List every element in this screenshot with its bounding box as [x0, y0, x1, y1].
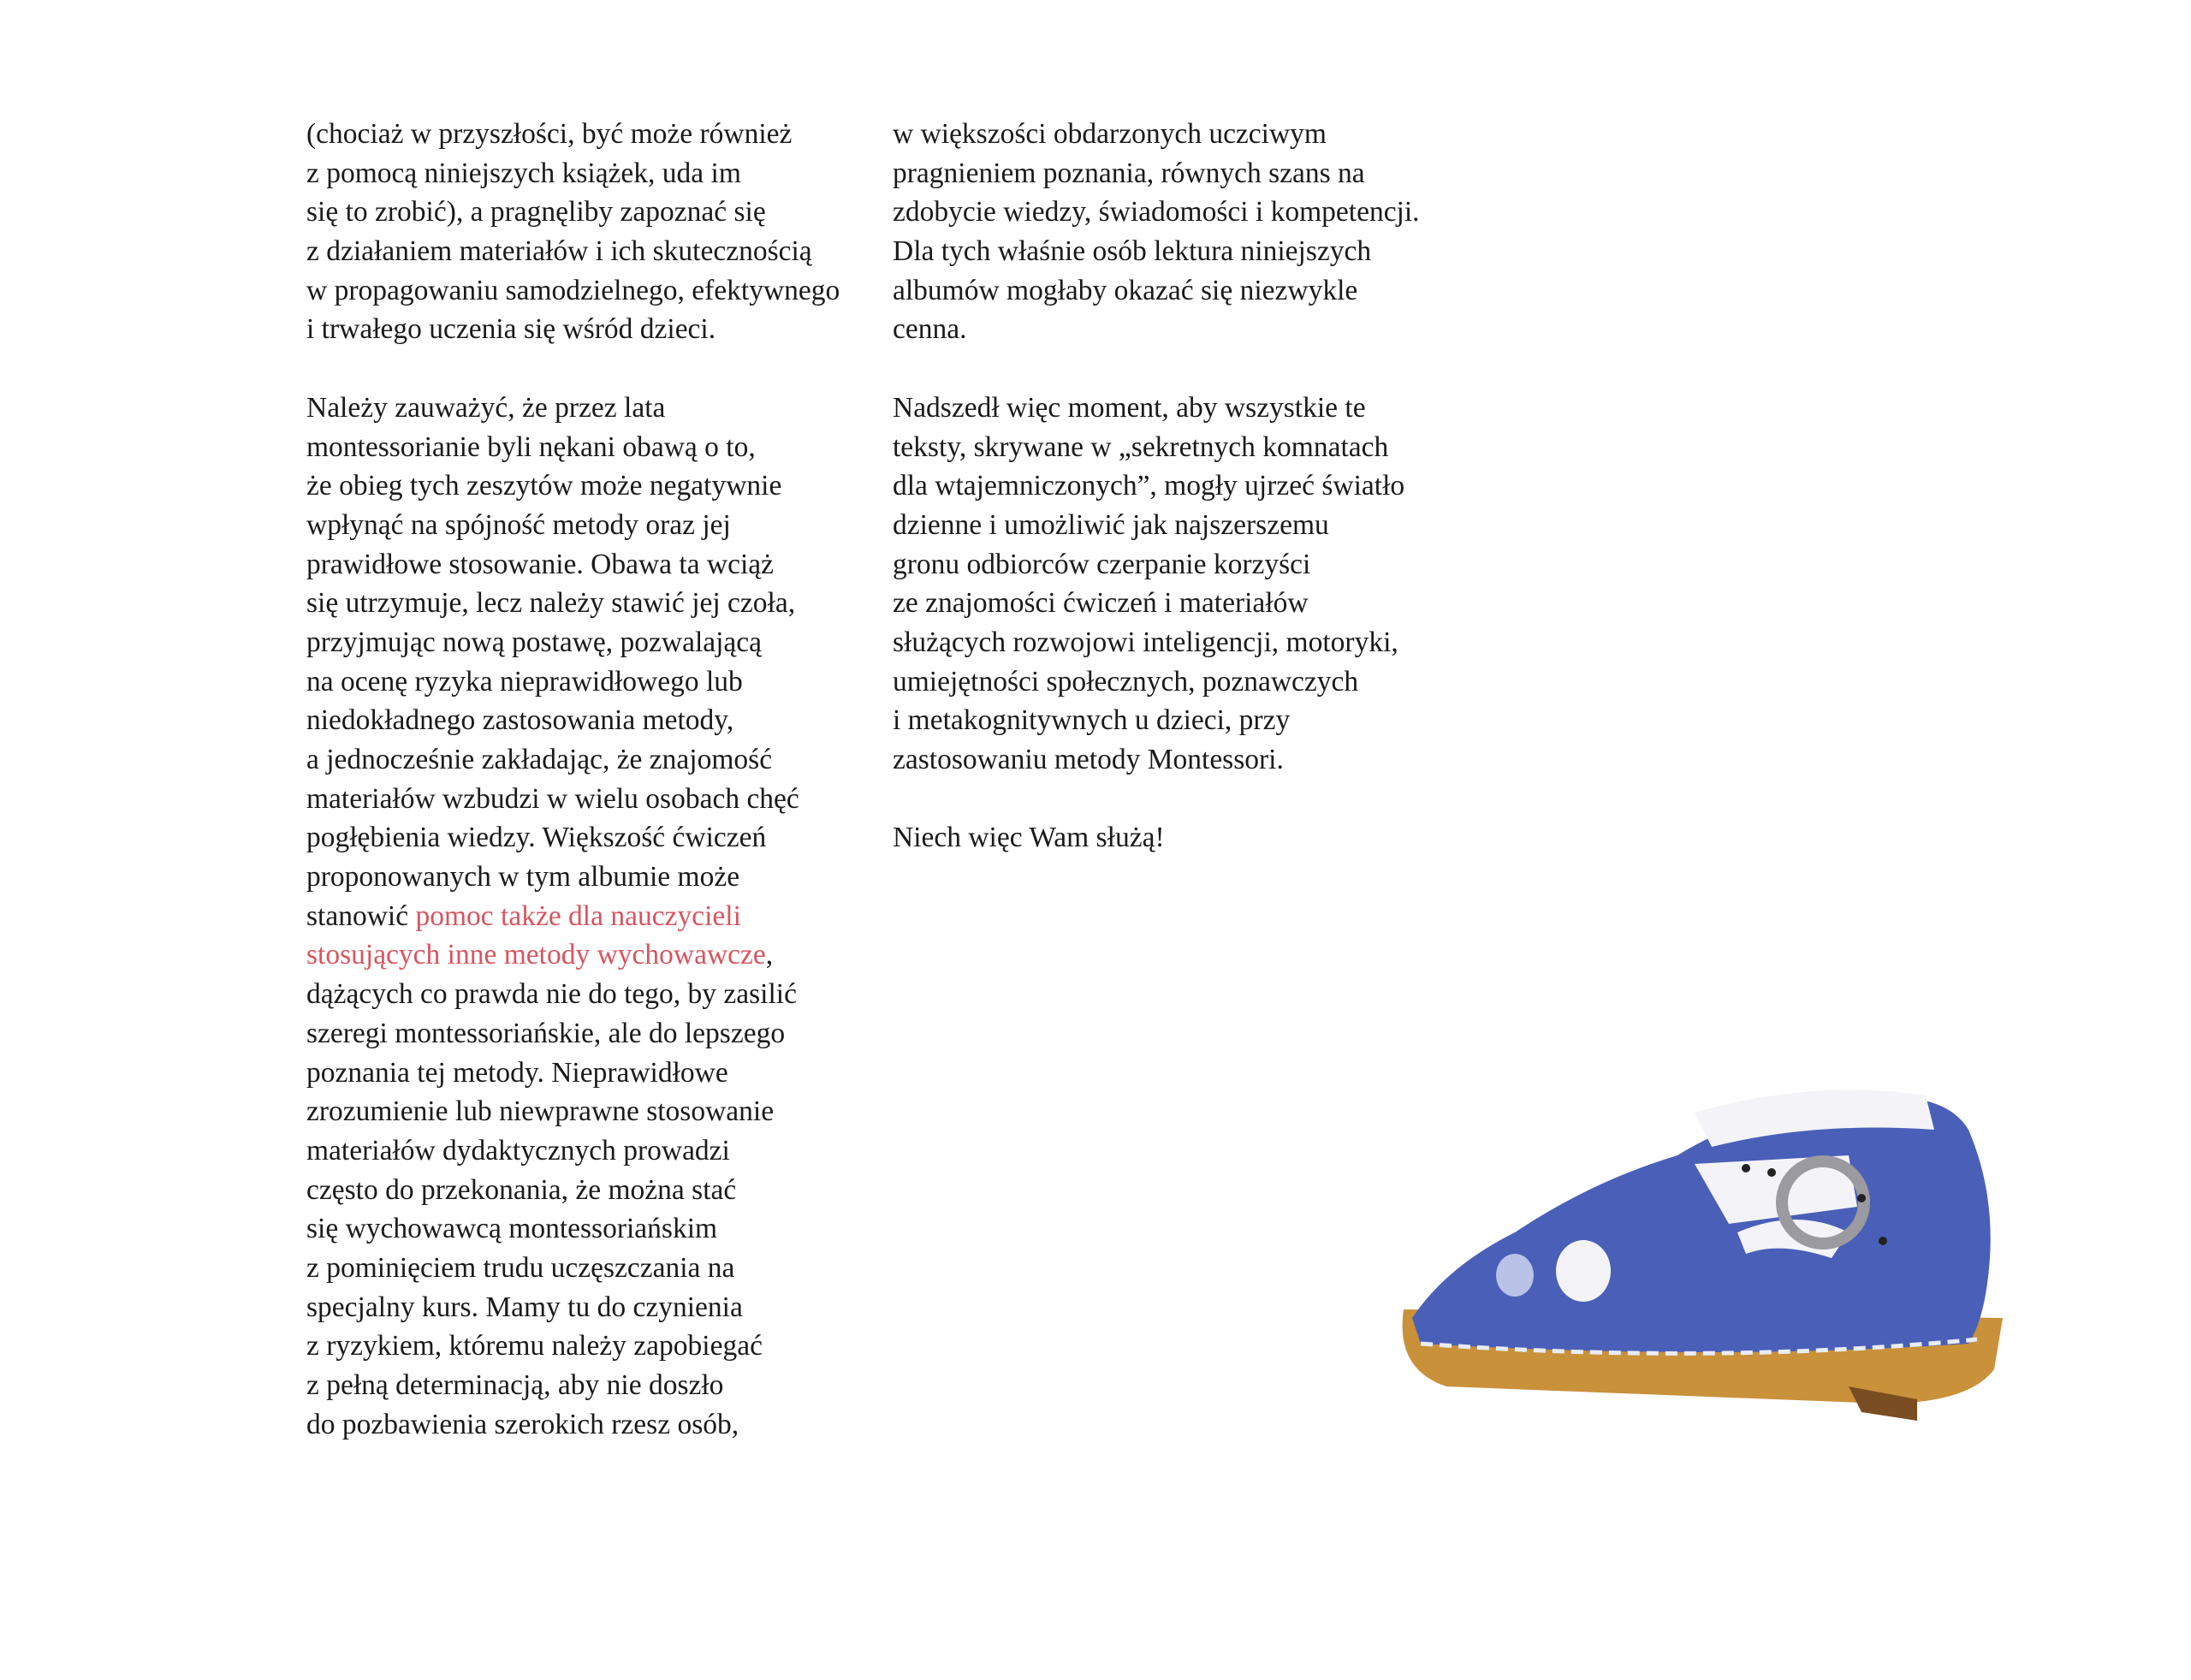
- text-line: pogłębienia wiedzy. Większość ćwiczeń: [306, 822, 767, 854]
- text-line: na ocenę ryzyka nieprawidłowego lub: [306, 665, 743, 698]
- text-line: ze znajomości ćwiczeń i materiałów: [893, 587, 1309, 620]
- text-line: w propagowaniu samodzielnego, efektywnego: [306, 274, 840, 306]
- text-line: teksty, skrywane w „sekretnych komnatach: [893, 430, 1389, 463]
- text-line: i trwałego uczenia się wśród dzieci.: [306, 313, 716, 346]
- text-line: cenna.: [893, 313, 967, 346]
- paragraph: [893, 389, 1420, 780]
- text-line: specjalny kurs. Mamy tu do czynienia: [306, 1291, 743, 1323]
- shoe-upper: [1412, 1097, 1991, 1352]
- text-line: szeregi montessoriańskie, ale do lepszego: [306, 1017, 786, 1049]
- text-line: się utrzymuje, lecz należy stawić jej czoła,: [306, 587, 796, 620]
- text-line: wpłynąć na spójność metody oraz jej: [306, 508, 731, 541]
- blue-sandal-illustration: [1369, 1061, 2037, 1455]
- text-line: [306, 935, 840, 975]
- text-line: Niech więc Wam służą!: [893, 822, 1165, 854]
- text-line: się to zrobić), a pragnęliby zapoznać się: [306, 196, 766, 229]
- text-span: ,: [765, 939, 774, 971]
- text-line: dążących co prawda nie do tego, by zasilić: [306, 978, 797, 1011]
- text-line: poznania tej metody. Nieprawidłowe: [306, 1056, 728, 1089]
- hole: [1742, 1164, 1750, 1172]
- hole: [1767, 1168, 1776, 1177]
- text-line: [306, 897, 840, 936]
- text-line: z pominięciem trudu uczęszczania na: [306, 1251, 735, 1284]
- paragraph: [893, 818, 1420, 858]
- text-line: gronu odbiorców czerpanie korzyści: [893, 548, 1311, 580]
- text-line: i metakognitywnych u dzieci, przy: [893, 704, 1291, 737]
- text-line: montessorianie byli nękani obawą o to,: [306, 430, 756, 463]
- highlighted-text: stosujących inne metody wychowawcze: [306, 939, 766, 971]
- text-line: często do przekonania, że można stać: [306, 1173, 737, 1206]
- highlighted-text: pomoc także dla nauczycieli: [415, 899, 741, 932]
- text-line: że obieg tych zeszytów może negatywnie: [306, 470, 782, 502]
- hole: [1879, 1237, 1887, 1245]
- text-line: niedokładnego zastosowania metody,: [306, 704, 734, 737]
- text-line: a jednocześnie zakładając, że znajomość: [306, 744, 773, 775]
- cutout: [1556, 1240, 1611, 1302]
- text-line: (chociaż w przyszłości, być może również: [306, 118, 793, 150]
- text-line: z pełną determinacją, aby nie doszło: [306, 1369, 724, 1401]
- text-line: dzienne i umożliwić jak najszerszemu: [893, 508, 1329, 541]
- text-line: z działaniem materiałów i ich skutecznością: [306, 235, 812, 268]
- text-line: Należy zauważyć, że przez lata: [306, 391, 666, 424]
- text-line: albumów mogłaby okazać się niezwykle: [893, 274, 1358, 306]
- text-line: przyjmując nową postawę, pozwalającą: [306, 626, 763, 658]
- paragraph: [306, 975, 840, 1444]
- text-line: do pozbawienia szerokich rzesz osób,: [306, 1408, 739, 1440]
- text-line: zastosowaniu metody Montessori.: [893, 744, 1284, 775]
- text-line: Nadszedł więc moment, aby wszystkie te: [893, 391, 1366, 424]
- text-line: służących rozwojowi inteligencji, motoryki,: [893, 626, 1398, 658]
- text-line: zrozumienie lub niewprawne stosowanie: [306, 1095, 775, 1128]
- text-line: pragnieniem poznania, równych szans na: [893, 157, 1365, 189]
- right-text-column: [893, 115, 1420, 858]
- text-line: Dla tych właśnie osób lektura niniejszych: [893, 235, 1372, 268]
- text-line: prawidłowe stosowanie. Obawa ta wciąż: [306, 548, 775, 580]
- text-line: umiejętności społecznych, poznawczych: [893, 665, 1359, 698]
- text-line: z pomocą niniejszych książek, uda im: [306, 157, 741, 189]
- hole: [1857, 1194, 1866, 1202]
- text-line: materiałów wzbudzi w wielu osobach chęć: [306, 782, 799, 815]
- paragraph: [306, 115, 840, 349]
- text-line: się wychowawcą montessoriańskim: [306, 1213, 718, 1245]
- paragraph: [306, 389, 840, 897]
- text-line: zdobycie wiedzy, świadomości i kompetencji.: [893, 196, 1420, 229]
- paragraph: [893, 115, 1420, 349]
- cutout: [1496, 1254, 1534, 1297]
- left-text-column: [306, 115, 840, 1444]
- text-line: w większości obdarzonych uczciwym: [893, 118, 1327, 150]
- text-line: materiałów dydaktycznych prowadzi: [306, 1134, 730, 1167]
- text-line: proponowanych w tym albumie może: [306, 861, 740, 893]
- text-line: z ryzykiem, któremu należy zapobiegać: [306, 1330, 763, 1362]
- text-line: dla wtajemniczonych”, mogły ujrzeć światło: [893, 470, 1405, 502]
- text-span: stanowić: [306, 899, 416, 932]
